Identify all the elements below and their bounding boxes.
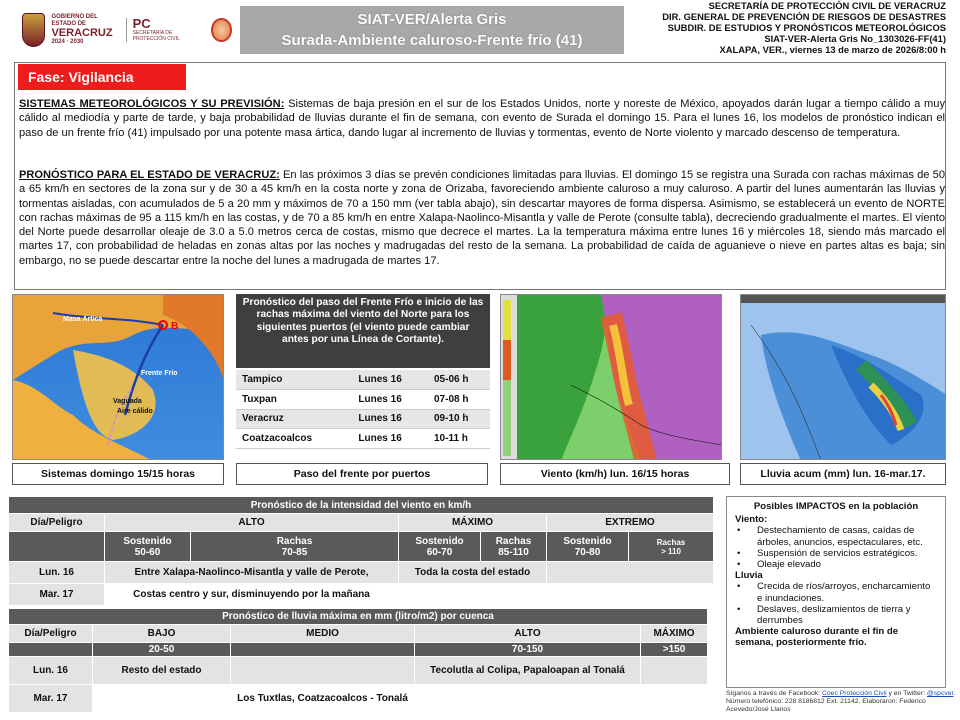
sub-header: Rachas 85-110 (481, 532, 547, 562)
table-row (236, 370, 490, 390)
port-time: 09-10 h (428, 409, 490, 429)
port-name: Tampico (236, 370, 352, 390)
table-row (236, 409, 490, 429)
level-maximo: MÁXIMO (399, 514, 547, 532)
alert-title-line1: SIAT-VER/Alerta Gris (357, 11, 507, 28)
port-time: 07-08 h (428, 390, 490, 410)
caption-rain: Lluvia acum (mm) lun. 16-mar.17. (740, 463, 946, 485)
rain-forecast-table (8, 608, 708, 713)
systems-text: Sistemas de baja presión en el sur de los Estados Unidos, norte y noreste de México, apoyados darán lugar a tiempo cálido a muy cálido al mediodía y parte de tarde, y baja probabilidad de lluvias durante el fin de semana, con evento de Surada el domingo 15. Para el lunes 16, los modelos de pronóstico indican el paso de un frente frío (41) impulsado por una potente masa ártica, dando lugar al incremento de lluvias y tormentas, evento de Norte violento y marcado descenso de temperatura. (19, 98, 945, 139)
front-passage-panel (236, 294, 490, 460)
range-alto: 70-150 (415, 643, 641, 657)
svg-text:B: B (171, 321, 179, 332)
wind-row-alto: Costas centro y sur, disminuyendo por la mañana (105, 584, 399, 606)
map-label-masa-artica: Masa Ártica (63, 316, 103, 323)
forecast-heading: PRONÓSTICO PARA EL ESTADO DE VERACRUZ: (19, 169, 280, 181)
caption-front-passage: Paso del frente por puertos (236, 463, 488, 485)
level-medio: MEDIO (231, 625, 415, 643)
list-item: • Suspensión de servicios estratégicos. (735, 548, 937, 559)
phase-badge: Fase: Vigilancia (18, 64, 186, 90)
list-item: • Crecida de ríos/arroyos, encharcamiento e inundaciones. (735, 581, 937, 603)
veracruz-shield-icon (22, 13, 45, 47)
range-bajo: 20-50 (93, 643, 231, 657)
caption-wind: Viento (km/h) lun. 16/15 horas (500, 463, 730, 485)
wind-row-extremo (547, 584, 714, 606)
level-alto: ALTO (105, 514, 399, 532)
table-row (236, 429, 490, 449)
port-day: Lunes 16 (352, 429, 428, 449)
table-row (9, 562, 714, 584)
civil-protection-seal-icon (211, 18, 232, 42)
rain-row-medio: Los Tuxtlas, Coatzacoalcos - Tonalá (231, 685, 415, 713)
wind-row-day: Mar. 17 (9, 584, 105, 606)
sub-header: Sostenido 70-80 (547, 532, 629, 562)
level-extremo: EXTREMO (547, 514, 714, 532)
wind-row-extremo (547, 562, 714, 584)
agency-line: DIR. GENERAL DE PREVENCIÓN DE RIESGOS DE DESASTRES (662, 11, 946, 22)
bulletin-date: XALAPA, VER., viernes 13 de marzo de 2026/8:00 h (719, 44, 946, 55)
map-label-vaguada: Vaguada (113, 398, 142, 405)
port-name: Coatzacoalcos (236, 429, 352, 449)
map-label-frente-frio: Frente Frío (141, 370, 178, 377)
wind-map (500, 294, 722, 460)
rain-row-bajo: Resto del estado (93, 657, 231, 685)
wind-row-maximo (399, 584, 547, 606)
level-bajo: BAJO (93, 625, 231, 643)
wind-row-day: Lun. 16 (9, 562, 105, 584)
table-row (9, 657, 708, 685)
level-alto: ALTO (415, 625, 641, 643)
rain-row-alto (415, 685, 641, 713)
range-maximo: >150 (641, 643, 708, 657)
list-item: • Deslaves, deslizamientos de tierra y derrumbes (735, 604, 937, 626)
col-day-peligro: Día/Peligro (9, 625, 93, 643)
range-medio (231, 643, 415, 657)
port-time: 10-11 h (428, 429, 490, 449)
wind-forecast-table (8, 496, 714, 606)
port-name: Tuxpan (236, 390, 352, 410)
rain-row-medio (231, 657, 415, 685)
systems-paragraph (19, 97, 945, 140)
rain-row-alto: Tecolutla al Colipa, Papaloapan al Tonalá (415, 657, 641, 685)
state-logo: GOBIERNO DEL ESTADO DE VERACRUZ 2024 · 2030 (51, 14, 113, 45)
rain-row-day: Mar. 17 (9, 685, 93, 713)
agency-line: SUBDIR. DE ESTUDIOS Y PRONÓSTICOS METEOROLÓGICOS (667, 22, 946, 33)
sub-header: Rachas > 110 (629, 532, 714, 562)
bulletin-number: SIAT-VER-Alerta Gris No_1303026-FF(41) (764, 33, 946, 44)
agency-line: SECRETARÍA DE PROTECCIÓN CIVIL DE VERACRUZ (708, 0, 946, 11)
impacts-panel (726, 496, 946, 688)
rain-row-bajo (93, 685, 231, 713)
systems-heading: SISTEMAS METEOROLÓGICOS Y SU PREVISIÓN: (19, 98, 285, 110)
col-day-peligro: Día/Peligro (9, 514, 105, 532)
wind-row-maximo: Toda la costa del estado (399, 562, 547, 584)
forecast-paragraph (19, 168, 945, 268)
synoptic-map (12, 294, 224, 460)
logo-group (22, 10, 232, 50)
rain-map (740, 294, 946, 460)
port-day: Lunes 16 (352, 409, 428, 429)
map-label-aire-calido: Aire cálido (117, 408, 153, 415)
impacts-viento-heading: Viento: (735, 514, 768, 526)
impacts-viento-list (735, 525, 937, 570)
alert-title-box (240, 6, 624, 54)
forecast-text: En las próximos 3 días se prevén condiciones limitadas para lluvias. El domingo 15 se registra una Surada con rachas máximas de 50 a 65 km/h en sectores de la zona sur y de 30 a 45 km/h en la costa norte y zona de Orizaba, favoreciendo ambiente caluroso a muy caluroso. A partir del lunes aumentarán las lluvias y tormentas aisladas, con acumulados de 5 a 20 mm y máximos de 70 a 150 mm (ver tabla abajo), sin descartar mayores de forma dispersa. Asimismo, se establecerá un evento de NORTE con rachas máximas de 95 a 115 km/h en las costas, y de 70 a 85 km/h en entre Xalapa-Naolinco-Misantla y valle de Perote (consulte tabla), decreciendo gradualmente el martes. El viento del Norte puede desarrollar oleaje de 3.0 a 5.0 metros cerca de costas, mismo que decrece el martes. La la temperatura máxima entre lunes 16 y miércoles 18, siendo más marcado el martes 17, con probabilidad de heladas en zonas altas por las noches y madrugadas del resto de la semana. La probabilidad de caída de aguanieve o nieve en partes altas es baja; sin embargo, no se puede descartar entre la noche del lunes a madrugada de martes 17. (19, 169, 945, 267)
impacts-lluvia-heading: Lluvia (735, 570, 763, 582)
caption-synoptic: Sistemas domingo 15/15 horas (12, 463, 224, 485)
list-item: • Destechamiento de casas, caídas de árboles, anuncios, espectaculares, etc. (735, 525, 937, 547)
impacts-title: Posibles IMPACTOS en la población (753, 501, 919, 512)
footer-contact: Síganos a través de Facebook: Coec Protección Civil y en Twitter: @spcver. Número telefónico: 228 8186812 Ext. 21142. Elaboraron: Federico Acevedo/José Llanos (726, 690, 956, 713)
rain-table-title: Pronóstico de lluvia máxima en mm (litro/m2) por cuenca (9, 609, 708, 625)
ports-table (236, 370, 490, 449)
sub-header: Rachas 70-85 (191, 532, 399, 562)
table-row (9, 685, 708, 713)
sub-header: Sostenido 50-60 (105, 532, 191, 562)
twitter-link[interactable]: @spcver (926, 690, 954, 697)
level-maximo: MÁXIMO (641, 625, 708, 643)
wind-table-title: Pronóstico de la intensidad del viento en km/h (9, 497, 714, 514)
wind-row-alto: Entre Xalapa-Naolinco-Misantla y valle de Perote, (105, 562, 399, 584)
rain-row-day: Lun. 16 (9, 657, 93, 685)
impacts-closing: Ambiente caluroso durante el fin de semana, posteriormente frío. (735, 626, 899, 649)
port-name: Veracruz (236, 409, 352, 429)
impacts-lluvia-list (735, 581, 937, 626)
alert-title-line2: Surada-Ambiente caluroso-Frente frío (41) (281, 32, 583, 49)
sub-header: Sostenido 60-70 (399, 532, 481, 562)
port-time: 05-06 h (428, 370, 490, 390)
facebook-link[interactable]: Coec Protección Civil (821, 690, 887, 697)
front-passage-title: Pronóstico del paso del Frente Frío e inicio de las rachas máxima del viento del Norte para los siguientes puertos (el viento puede cambiar antes por una Línea de Cortante). (236, 294, 490, 368)
list-item: • Oleaje elevado (735, 559, 937, 570)
rain-row-maximo (641, 657, 708, 685)
table-row (9, 584, 714, 606)
pc-logo: PC SECRETARÍA DE PROTECCIÓN CIVIL (126, 18, 206, 42)
port-day: Lunes 16 (352, 390, 428, 410)
table-row (236, 390, 490, 410)
agency-block (606, 0, 946, 55)
port-day: Lunes 16 (352, 370, 428, 390)
rain-row-maximo (641, 685, 708, 713)
